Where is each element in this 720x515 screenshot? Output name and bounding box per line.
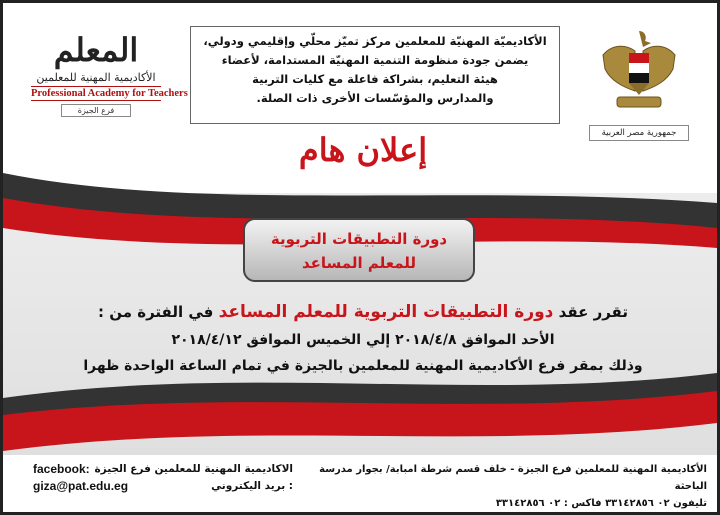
course-title-box: [243, 218, 475, 282]
headline: إعلان هام: [298, 131, 428, 169]
footer-online: [33, 461, 293, 495]
body-prefix: تقرر عقد: [558, 303, 628, 321]
academy-mark: المعلم: [53, 31, 139, 69]
body-course-highlight: دورة التطبيقات التربوية للمعلم المساعد: [218, 302, 554, 322]
intro-line: يضمن جودة منظومة التنمية المهنيّة المستدامة، لأعضاء: [221, 53, 529, 67]
intro-box: [190, 26, 560, 124]
intro-line: الأكاديميّة المهنيّة للمعلمين مركز تميّز محلّي وإقليمي ودولي،: [203, 34, 547, 48]
body-line-1: [33, 296, 693, 328]
email-label: : بريد اليكتروني: [211, 480, 293, 492]
facebook-label: facebook:: [33, 462, 90, 476]
academy-english-name: Professional Academy for Teachers: [31, 88, 188, 99]
emblem-caption: جمهورية مصر العربية: [589, 125, 689, 141]
footer-phone: تليفون ٠٢ ٣٣١٤٢٨٥٦ فاكس : ٠٢ ٣٣١٤٢٨٥٦: [495, 498, 707, 509]
body-line-2: الأحد الموافق ٢٠١٨/٤/٨ إلي الخميس الموافق ٢٠١٨/٤/١٢: [171, 332, 555, 348]
intro-line: والمدارس والمؤسّسات الأخرى ذات الصلة.: [256, 91, 494, 105]
body-suffix: في الفترة من :: [98, 303, 214, 321]
body-line-3: وذلك بمقر فرع الأكاديمية المهنية للمعلمين بالجيزة في تمام الساعة الواحدة ظهرا: [83, 358, 643, 374]
eagle-emblem-icon: [599, 25, 679, 117]
footer-address: الأكاديمية المهنية للمعلمين فرع الجيزة - خلف قسم شرطة امبابة/ بجوار مدرسة الباحثة: [319, 464, 707, 492]
footer: [3, 455, 717, 512]
course-title-line: للمعلم المساعد: [301, 254, 417, 272]
academy-logo: [31, 31, 188, 141]
academy-arabic-name: الأكاديمية المهنية للمعلمين: [36, 71, 156, 84]
email-row: [33, 478, 293, 495]
academy-branch: فرع الجيزة: [61, 104, 131, 117]
egypt-emblem: [589, 25, 689, 145]
course-title-line: دورة التطبيقات التربوية: [270, 230, 448, 248]
facebook-row: [33, 461, 293, 478]
footer-contact: [287, 461, 707, 512]
facebook-page-name[interactable]: الاكاديمية المهنية للمعلمين فرع الجيزة: [94, 463, 293, 475]
announcement-body: [33, 296, 693, 380]
intro-line: هيئة التعليم، بشراكة فاعلة مع كليات التربية: [252, 72, 498, 86]
email-address[interactable]: giza@pat.edu.eg: [33, 479, 129, 493]
